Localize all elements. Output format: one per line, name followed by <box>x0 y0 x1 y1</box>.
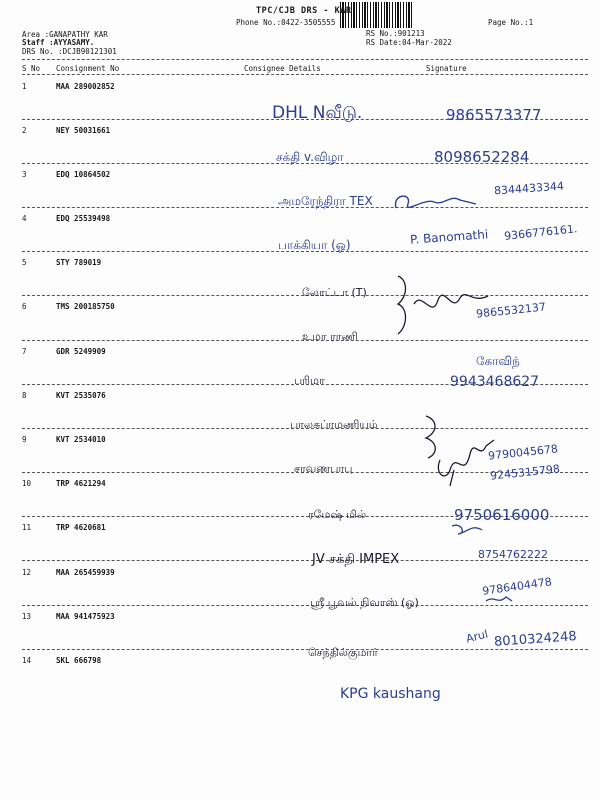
row-consignment: TRP 4621294 <box>56 479 106 488</box>
drs-number: DRS No. :DCJB90121301 <box>22 47 117 56</box>
row-consignment: KVT 2535076 <box>56 391 106 400</box>
row-consignment: NEY 50031661 <box>56 126 111 135</box>
handwritten-name: DHL Nவீடு. <box>272 103 363 123</box>
handwritten-phone: 8010324248 <box>493 629 578 650</box>
row-consignment: EDQ 10864502 <box>56 170 111 179</box>
col-sno: S No <box>22 64 41 73</box>
col-consignment: Consignment No <box>56 64 120 73</box>
signature-scribble <box>392 270 492 340</box>
handwritten-name: சக்தி v.விழா <box>276 150 344 164</box>
row-sno: 5 <box>22 258 27 267</box>
row-sno: 13 <box>22 612 32 621</box>
header-rule <box>22 59 588 60</box>
row-sno: 6 <box>22 302 27 311</box>
row-consignment: SKL 666798 <box>56 656 102 665</box>
row-sno: 12 <box>22 568 32 577</box>
handwritten-phone: 8098652284 <box>434 148 530 166</box>
area-label: Area :GANAPATHY KAR <box>22 30 108 39</box>
handwritten-signature: P. Banomathi <box>409 227 489 247</box>
row-sno: 11 <box>22 523 32 532</box>
handwritten-phone: 9750616000 <box>454 506 550 524</box>
handwritten-name: KPG kaushang <box>340 686 441 702</box>
handwritten-phone: 8754762222 <box>478 548 548 561</box>
row-consignment: MAA 941475923 <box>56 612 115 621</box>
handwritten-name: ரமேஷ் மில் <box>308 508 367 521</box>
handwritten-name: ஸ்ரீ பூவல் நிவாஸ் (ஓ) <box>310 596 419 609</box>
phone-number: Phone No.:0422-3505555 <box>236 18 336 27</box>
row-sno: 1 <box>22 82 27 91</box>
handwritten-phone: 9790045678 <box>487 442 559 463</box>
row-consignment: STY 789019 <box>56 258 102 267</box>
handwritten-phone: 9865532137 <box>475 300 547 321</box>
row-consignment: MAA 265459939 <box>56 568 115 577</box>
handwritten-name: பாலசுப்ரமணியம் <box>290 418 378 431</box>
row-consignment: EDQ 25539498 <box>56 214 111 223</box>
signature-scribble <box>484 592 514 606</box>
handwritten-name: லோட்டா (T) <box>302 286 367 299</box>
handwritten-name: சரவணபாபு <box>294 462 353 475</box>
row-sno: 4 <box>22 214 27 223</box>
row-consignment: MAA 289002852 <box>56 82 115 91</box>
row-sno: 3 <box>22 170 27 179</box>
handwritten-name: செந்தில்குமார் <box>308 646 378 659</box>
rs-date: RS Date:04-Mar-2022 <box>366 38 452 47</box>
col-consignee: Consignee Details <box>244 64 321 73</box>
sheet-title: TPC/CJB DRS - KAR <box>256 6 352 16</box>
col-signature: Signature <box>426 64 467 73</box>
rs-number: RS No.:901213 <box>366 29 425 38</box>
column-header-rule <box>22 74 588 75</box>
row-sno: 9 <box>22 435 27 444</box>
handwritten-signature: கோவிந் <box>476 354 520 368</box>
handwritten-phone: 9786404478 <box>481 575 553 598</box>
row-consignment: KVT 2534010 <box>56 435 106 444</box>
row-sno: 7 <box>22 347 27 356</box>
row-consignment: GDR 5249909 <box>56 347 106 356</box>
handwritten-phone: 9366776161. <box>503 222 578 243</box>
handwritten-phone: 9865573377 <box>446 106 542 124</box>
row-consignment: TMS 200185750 <box>56 302 115 311</box>
row-sno: 10 <box>22 479 32 488</box>
handwritten-name: உமா ராணி <box>302 330 358 343</box>
handwritten-name: JV சக்தி IMPEX <box>312 552 400 567</box>
handwritten-name: அமரேந்திரா TEX <box>278 194 373 208</box>
row-sno: 14 <box>22 656 32 665</box>
handwritten-phone: 8344433344 <box>493 179 565 198</box>
row-sno: 2 <box>22 126 27 135</box>
staff-label: Staff :AYYASAMY. <box>22 38 95 47</box>
handwritten-phone: 9245315798 <box>489 462 561 483</box>
handwritten-phone: 9943468627 <box>450 374 540 390</box>
handwritten-name: பரிமா <box>294 374 325 387</box>
handwritten-signature: Arul <box>464 627 490 646</box>
signature-scribble <box>420 410 500 490</box>
signature-scribble <box>390 190 480 220</box>
page-number: Page No.:1 <box>488 18 534 27</box>
row-consignment: TRP 4620681 <box>56 523 106 532</box>
handwritten-name: பாக்கியா (ஓ) <box>278 238 351 252</box>
row-sno: 8 <box>22 391 27 400</box>
signature-scribble <box>448 520 488 540</box>
